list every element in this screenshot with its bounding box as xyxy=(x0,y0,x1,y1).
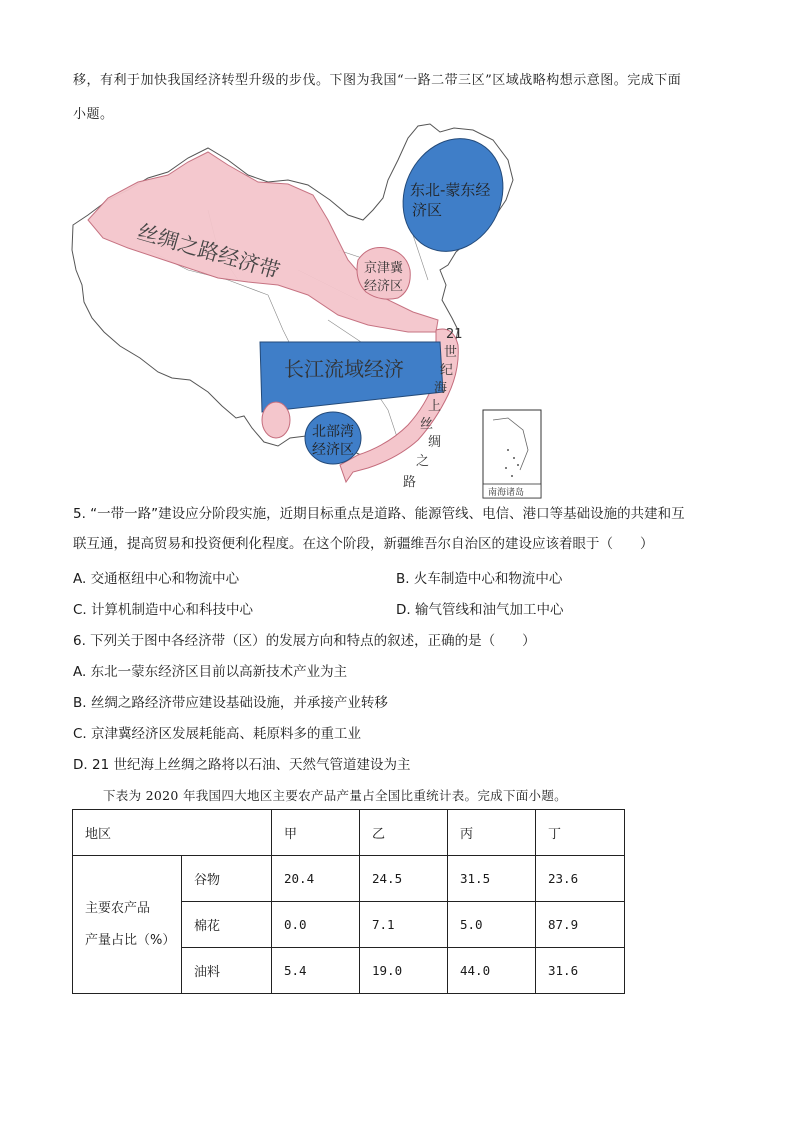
group-label-line1: 主要农产品 xyxy=(85,900,151,916)
q5-option-a[interactable]: A. 交通枢纽中心和物流中心 xyxy=(73,571,240,587)
q5-option-d[interactable]: D. 输气管线和油气加工中心 xyxy=(396,602,564,618)
cell: 5.4 xyxy=(272,948,360,994)
svg-text:海: 海 xyxy=(434,381,448,396)
label-silk-road-belt: 丝绸之路经济带 xyxy=(134,219,283,284)
header-ding: 丁 xyxy=(536,810,625,856)
inset-label: 南海诸岛 xyxy=(488,488,525,498)
southwest-region xyxy=(262,402,290,438)
label-yangtze: 长江流域经济 xyxy=(284,357,404,381)
label-jingjinji-line1: 京津冀 xyxy=(364,261,404,276)
svg-text:上: 上 xyxy=(428,399,442,414)
header-yi: 乙 xyxy=(360,810,448,856)
cell: 87.9 xyxy=(536,902,625,948)
group-label xyxy=(73,856,182,994)
q5-options-row1 xyxy=(73,567,733,589)
cell: 5.0 xyxy=(448,902,536,948)
svg-text:路: 路 xyxy=(403,475,417,490)
svg-text:21: 21 xyxy=(446,327,463,342)
q6-option-d[interactable]: D. 21 世纪海上丝绸之路将以石油、天然气管道建设为主 xyxy=(73,757,411,773)
header-region: 地区 xyxy=(73,810,272,856)
cell: 31.5 xyxy=(448,856,536,902)
table-caption: 下表为 2020 年我国四大地区主要农产品产量占全国比重统计表。完成下面小题。 xyxy=(103,788,567,803)
intro-line-2: 小题。 xyxy=(73,107,114,122)
intro-line-1: 移，有利于加快我国经济转型升级的步伐。下图为我国“一路二带三区”区域战略构想示意图。完成下面 xyxy=(73,73,682,88)
svg-text:纪: 纪 xyxy=(440,363,454,378)
header-jia: 甲 xyxy=(272,810,360,856)
cell: 44.0 xyxy=(448,948,536,994)
svg-text:之: 之 xyxy=(416,454,430,469)
label-northeast-line1: 东北-蒙东经 xyxy=(410,181,491,199)
row-name: 谷物 xyxy=(182,856,272,902)
cell: 31.6 xyxy=(536,948,625,994)
q6-option-a[interactable]: A. 东北一蒙东经济区目前以高新技术产业为主 xyxy=(73,664,348,680)
cell: 7.1 xyxy=(360,902,448,948)
header-bing: 丙 xyxy=(448,810,536,856)
row-name: 油料 xyxy=(182,948,272,994)
q6-stem: 6. 下列关于图中各经济带（区）的发展方向和特点的叙述，正确的是（ ） xyxy=(73,633,536,649)
q5-option-b[interactable]: B. 火车制造中心和物流中心 xyxy=(396,571,563,587)
cell: 23.6 xyxy=(536,856,625,902)
cell: 20.4 xyxy=(272,856,360,902)
q5-options-row2 xyxy=(73,598,733,620)
q6-option-c[interactable]: C. 京津冀经济区发展耗能高、耗原料多的重工业 xyxy=(73,726,362,742)
label-beibu-line1: 北部湾 xyxy=(312,424,354,440)
cell: 19.0 xyxy=(360,948,448,994)
label-northeast-line2: 济区 xyxy=(412,201,443,219)
svg-text:世: 世 xyxy=(444,345,458,360)
strategy-map xyxy=(68,120,558,500)
group-label-line2: 产量占比（%） xyxy=(85,932,176,948)
table-row xyxy=(73,856,625,902)
q6-option-b[interactable]: B. 丝绸之路经济带应建设基础设施，并承接产业转移 xyxy=(73,695,388,711)
q5-stem-line1: 5. “一带一路”建设应分阶段实施，近期目标重点是道路、能源管线、电信、港口等基础设施的共建和互 xyxy=(73,506,685,522)
svg-text:绸: 绸 xyxy=(428,435,442,450)
svg-text:丝: 丝 xyxy=(420,417,434,432)
table-header-row xyxy=(73,810,625,856)
label-beibu-line2: 经济区 xyxy=(312,442,354,458)
cell: 24.5 xyxy=(360,856,448,902)
label-jingjinji-line2: 经济区 xyxy=(364,279,404,294)
q5-stem-line2: 联互通，提高贸易和投资便利化程度。在这个阶段，新疆维吾尔自治区的建设应该着眼于（ ） xyxy=(73,536,654,552)
cell: 0.0 xyxy=(272,902,360,948)
q5-stem xyxy=(73,499,733,559)
row-name: 棉花 xyxy=(182,902,272,948)
production-table xyxy=(72,809,625,994)
q5-option-c[interactable]: C. 计算机制造中心和科技中心 xyxy=(73,602,254,618)
